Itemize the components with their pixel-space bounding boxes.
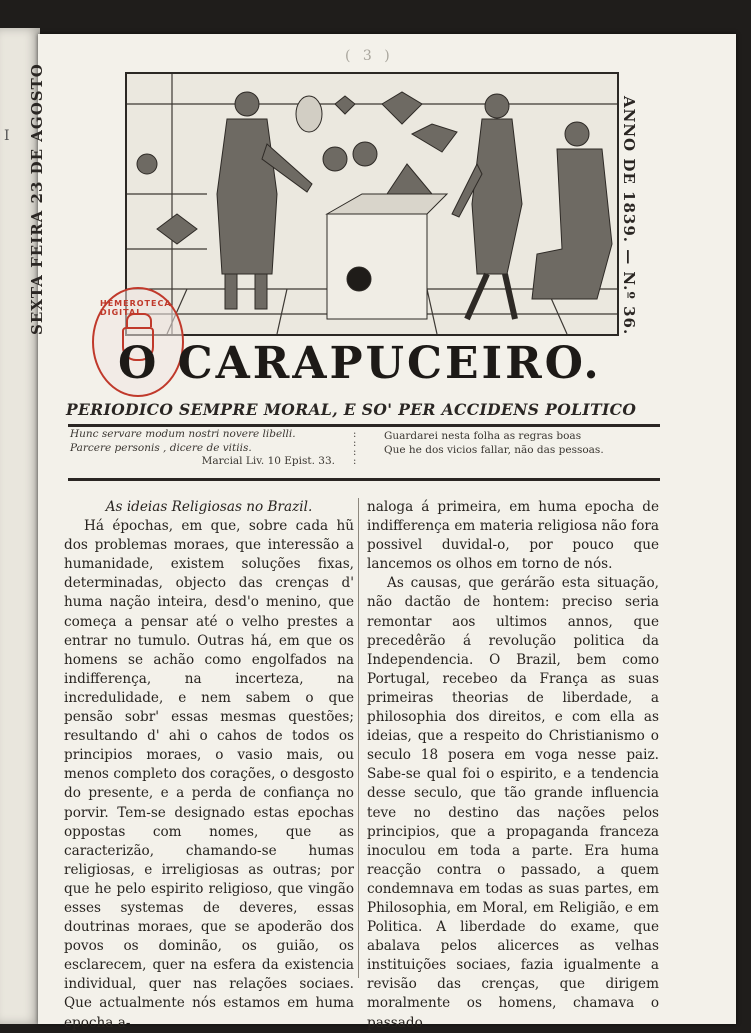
issue-date: SEXTA FEIRA 23 DE AGOSTO <box>28 63 46 335</box>
article-heading: As ideias Religiosas no Brazil. <box>105 499 313 515</box>
latin-line: Parcere personis , dicere de vitiis. <box>70 441 252 454</box>
column-divider <box>358 498 359 978</box>
article-column-left <box>64 498 354 1033</box>
latin-line: Hunc servare modum nostri novere libelli. <box>70 428 296 440</box>
newspaper-subtitle: PERIODICO SEMPRE MORAL, E SO' PER ACCIDENS POLITICO <box>66 400 637 419</box>
issue-number: ANNO DE 1839. — N.º 36. <box>620 96 638 336</box>
page-number: ( 3 ) <box>345 48 394 64</box>
latin-epigraph <box>70 428 345 469</box>
newspaper-title: O CARAPUCEIRO. <box>118 338 602 389</box>
article-paragraph: As causas, que gerárão esta situação, não dactão de hontem: preciso seria remontar aos ultimos annos, que precedêrão á revolução politica da Independencia. O Brazil, bem como Portugal, recebeo da França as suas primeiras theorias de liberdade, a philosophia dos direitos, e com ella as ideias, que a respeito do Christianismo o seculo 18 posera em voga nesse paiz. Sabe-se qual foi o espirito, e a tendencia desse seculo, que tão grande influencia teve no destino das nações pelos principios, que a propaganda franceza inoculou em toda a parte. Era huma reacção contra o passado, a quem condemnava em todas as suas partes, em Philosophia, em Moral, em Religião, e em Politica. A liberdade do exame, que abalava pelos alicerces as velhas instituições sociaes, fazia igualmente a revisão das crenças, que dirigem moralmente os homens, chamava o passado <box>367 575 659 1031</box>
crown-icon <box>126 313 152 327</box>
article-paragraph: Há épochas, em que, sobre cada hũ dos problemas moraes, que interessão a humanidade, existem soluções fixas, determinadas, objecto das crenças d' huma nação inteira, desd'o menino, que começa a pensar até o velho prestes a entrar no tumulo. Outras há, em que os homens se achão como engolfados na indifferença, na incerteza, na incredulidade, e nem sabem o que pensão sobr' essas mesmas questões; resultando d' ahi o cahos de todos os principios moraes, o vasio mais, ou menos completo dos corações, o desgosto do presente, e a perda de confiança no porvir. Tem-se designado estas epochas oppostas com nomes, que as caracterizão, chamando-se humas religiosas, e irreligiosas as outras; por que he pelo espirito religioso, que vingão esses systemas de deveres, essas doutrinas moraes, que se apoderão dos povos os dominão, os guião, os esclarecem, quer na esfera da existencia individual, quer nas relações sociaes. Que actualmente nós estamos em huma epocha a- <box>64 518 354 1031</box>
masthead <box>86 338 656 389</box>
masthead-engraving <box>125 72 619 336</box>
latin-citation: Marcial Liv. 10 Epist. 33. <box>201 455 335 467</box>
article-column-right <box>367 498 659 1033</box>
portuguese-line: Que he dos vicios fallar, não das pessoas. <box>384 443 604 456</box>
stamp-text: HEMEROTECA DIGITAL <box>100 299 172 317</box>
portuguese-line: Guardarei nesta folha as regras boas <box>384 430 582 442</box>
top-rule <box>68 424 660 427</box>
engraving-illustration <box>127 74 617 334</box>
adjacent-page-fragment: I <box>4 128 10 144</box>
article-paragraph: naloga á primeira, em huma epocha de indifferença em materia religiosa não fora possivel duvidal-o, por pouco que lancemos os olhos em torno de nós. <box>367 499 659 573</box>
epigraph-divider: : : : : <box>353 429 357 467</box>
bottom-rule <box>68 478 660 481</box>
portuguese-epigraph <box>384 430 664 457</box>
